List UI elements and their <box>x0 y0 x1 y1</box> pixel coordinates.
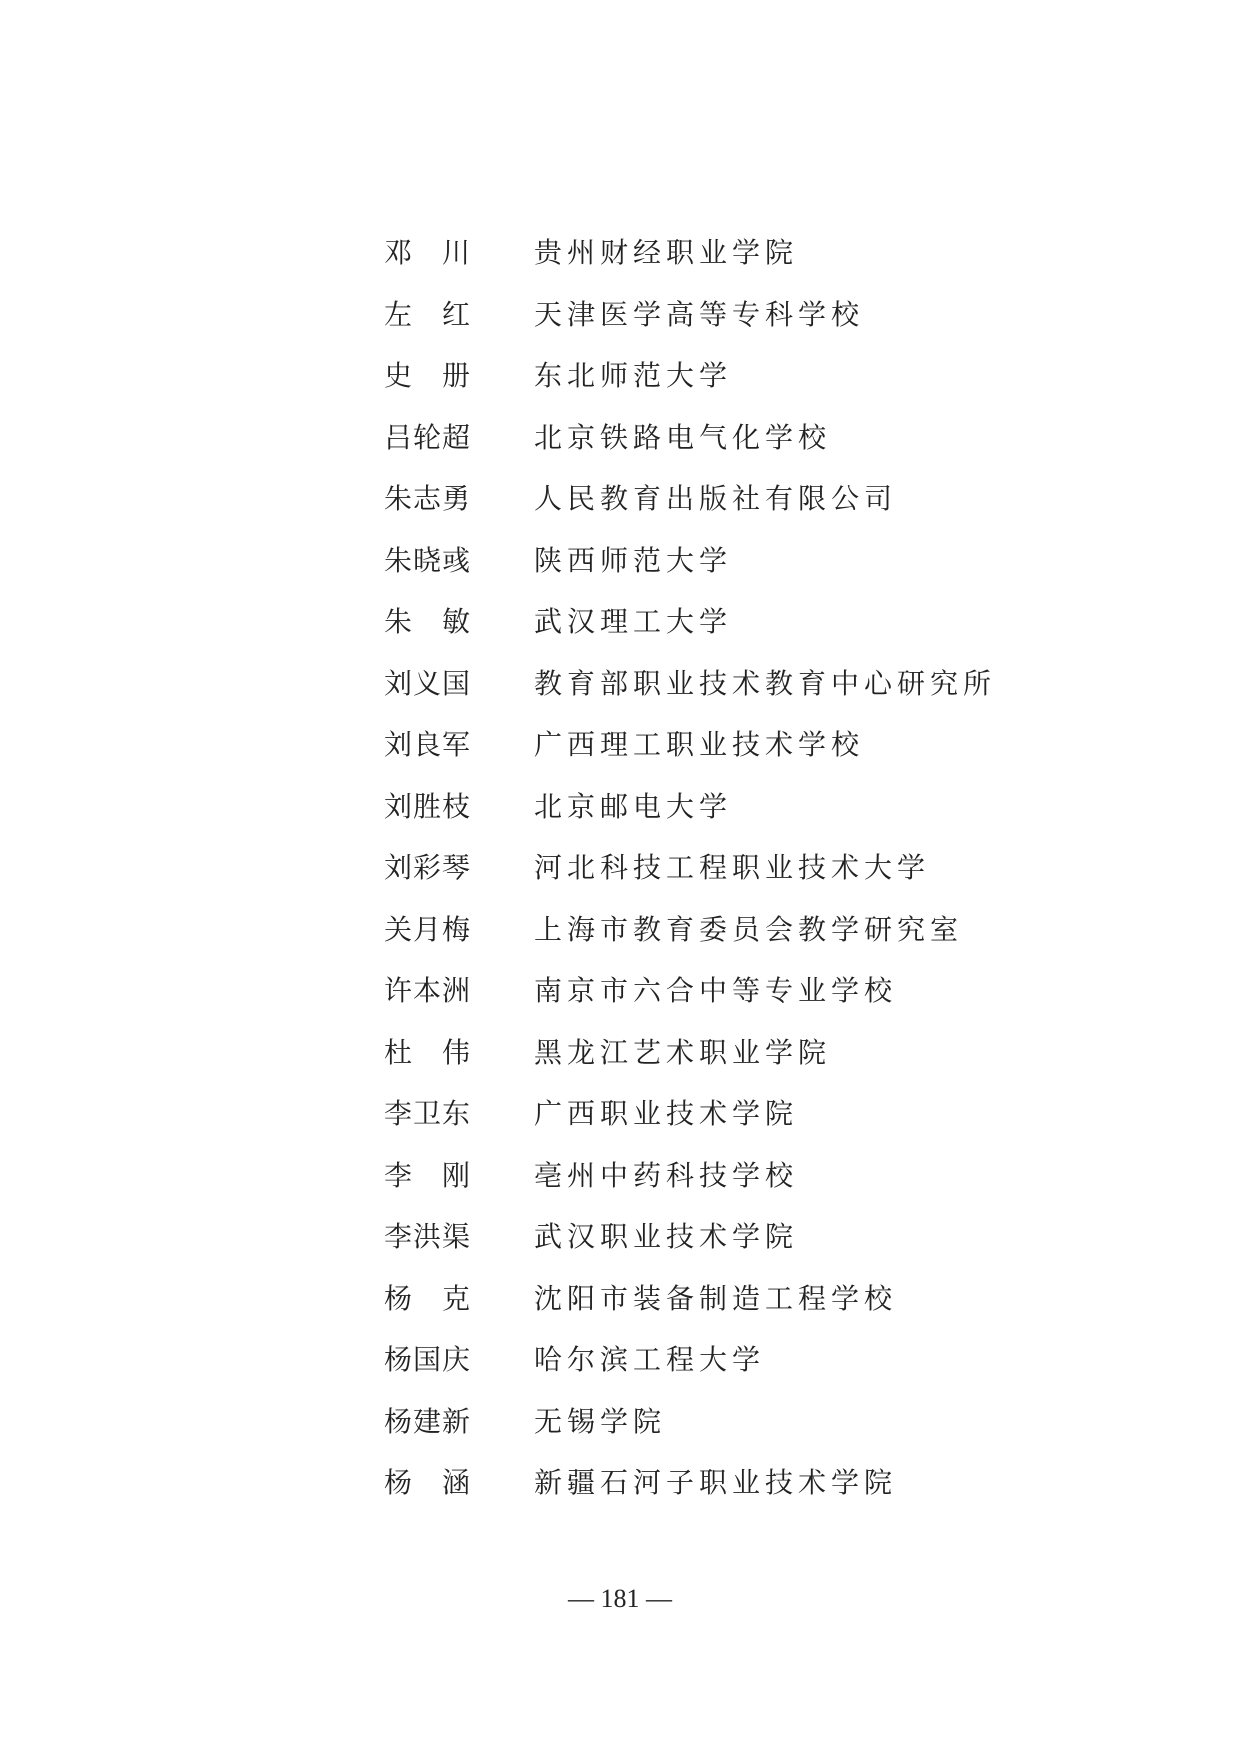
list-item <box>384 1329 1004 1391</box>
member-name: 刘义国 <box>384 666 472 700</box>
list-item <box>384 1145 1004 1207</box>
member-name: 史 册 <box>384 359 472 392</box>
list-item <box>384 653 1004 715</box>
member-name: 李 刚 <box>384 1158 472 1192</box>
member-organization: 教育部职业技术教育中心研究所 <box>534 666 997 700</box>
list-item <box>384 837 1004 899</box>
member-name: 朱晓彧 <box>384 543 472 577</box>
member-name: 左 红 <box>384 297 472 331</box>
member-name: 吕轮超 <box>384 420 472 454</box>
member-name: 刘胜枝 <box>384 789 472 823</box>
member-organization: 北京邮电大学 <box>534 789 733 823</box>
list-item <box>384 899 1004 961</box>
member-name: 朱志勇 <box>384 482 472 515</box>
member-name: 李卫东 <box>384 1097 472 1130</box>
list-item <box>384 591 1004 653</box>
list-item <box>384 1083 1004 1145</box>
list-item <box>384 1206 1004 1268</box>
member-name: 许本洲 <box>384 974 472 1007</box>
member-name: 朱 敏 <box>384 605 472 638</box>
member-organization: 无锡学院 <box>534 1404 667 1438</box>
list-item <box>384 776 1004 838</box>
member-name: 杨建新 <box>384 1404 472 1438</box>
list-item <box>384 1452 1004 1514</box>
member-organization: 哈尔滨工程大学 <box>534 1343 766 1376</box>
list-item <box>384 1268 1004 1330</box>
list-item <box>384 530 1004 592</box>
member-organization: 陕西师范大学 <box>534 543 733 577</box>
member-name: 关月梅 <box>384 912 472 946</box>
member-name: 杨 涵 <box>384 1466 472 1499</box>
member-organization: 新疆石河子职业技术学院 <box>534 1466 898 1499</box>
member-organization: 天津医学高等专科学校 <box>534 297 865 331</box>
list-item <box>384 222 1004 284</box>
member-organization: 武汉职业技术学院 <box>534 1220 799 1253</box>
member-organization: 黑龙江艺术职业学院 <box>534 1035 832 1069</box>
member-organization: 沈阳市装备制造工程学校 <box>534 1281 898 1315</box>
member-name: 杨 克 <box>384 1281 472 1315</box>
member-name: 李洪渠 <box>384 1220 472 1253</box>
member-name: 杜 伟 <box>384 1035 472 1069</box>
member-organization: 上海市教育委员会教学研究室 <box>534 912 964 946</box>
member-organization: 东北师范大学 <box>534 359 733 392</box>
member-organization: 河北科技工程职业技术大学 <box>534 851 931 884</box>
member-name: 刘彩琴 <box>384 851 472 884</box>
member-name: 刘良军 <box>384 728 472 761</box>
member-organization: 贵州财经职业学院 <box>534 236 799 269</box>
list-item <box>384 284 1004 346</box>
member-organization: 北京铁路电气化学校 <box>534 420 832 454</box>
member-name: 邓 川 <box>384 236 472 269</box>
member-organization: 广西职业技术学院 <box>534 1097 799 1130</box>
member-name: 杨国庆 <box>384 1343 472 1376</box>
member-organization: 亳州中药科技学校 <box>534 1158 799 1192</box>
list-item <box>384 468 1004 530</box>
member-organization: 南京市六合中等专业学校 <box>534 974 898 1007</box>
member-organization: 人民教育出版社有限公司 <box>534 482 898 515</box>
member-organization: 武汉理工大学 <box>534 605 733 638</box>
page-number: — 181 — <box>568 1584 672 1613</box>
list-item <box>384 960 1004 1022</box>
list-item <box>384 1391 1004 1453</box>
list-item <box>384 714 1004 776</box>
list-item <box>384 1022 1004 1084</box>
list-item <box>384 345 1004 407</box>
member-list <box>384 222 1004 1514</box>
list-item <box>384 407 1004 469</box>
member-organization: 广西理工职业技术学校 <box>534 728 865 761</box>
